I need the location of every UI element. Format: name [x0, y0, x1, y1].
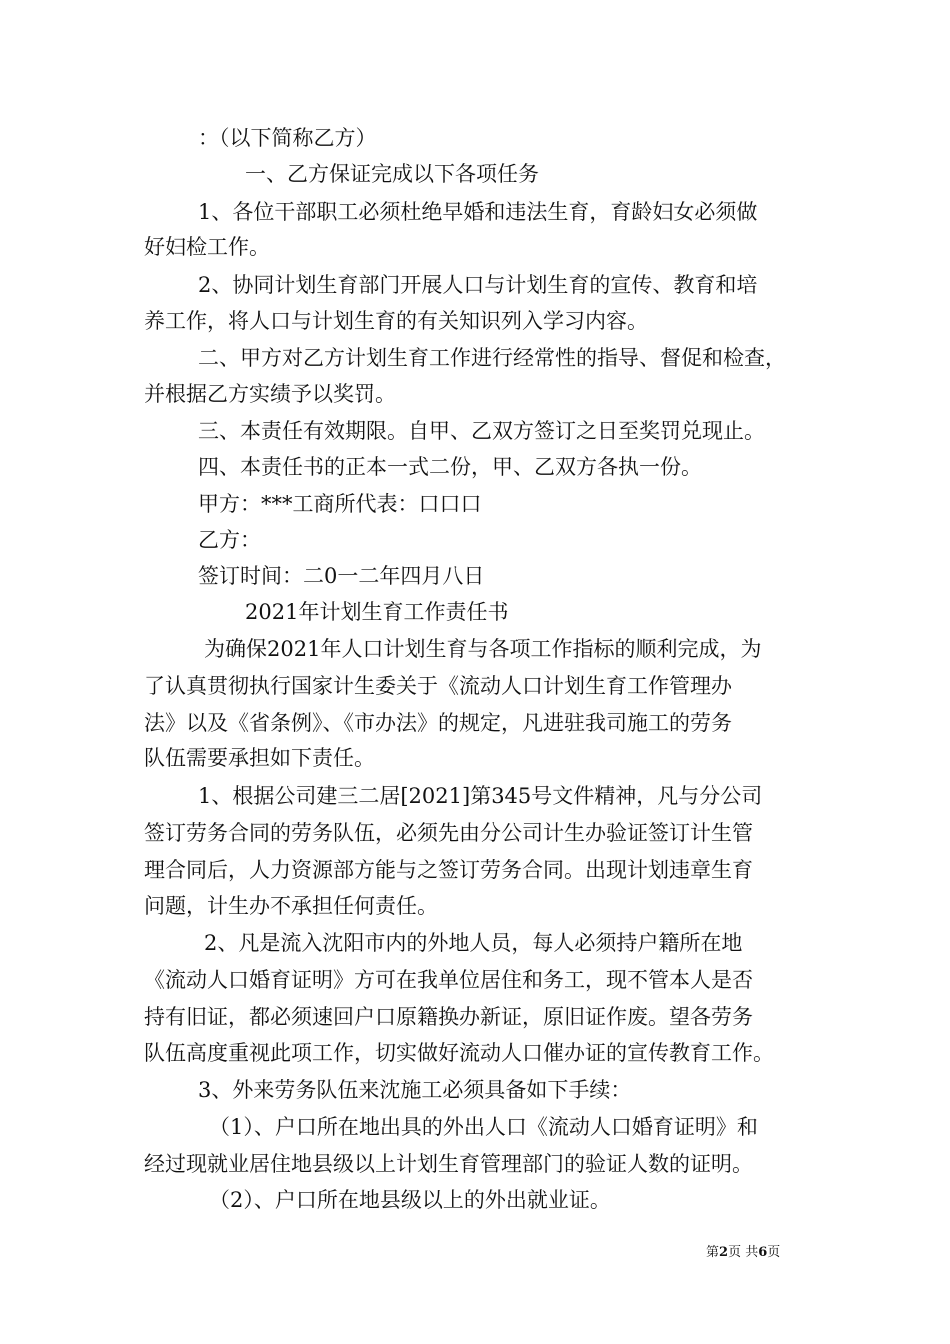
paragraph-line: 2、凡是流入沈阳市内的外地人员，每人必须持户籍所在地 — [204, 931, 743, 955]
page-footer — [706, 1244, 780, 1262]
paragraph-line: 了认真贯彻执行国家计生委关于《流动人口计划生育工作管理办 — [144, 674, 732, 698]
document-title: 2021年计划生育工作责任书 — [245, 600, 509, 624]
paragraph-line: 并根据乙方实绩予以奖罚。 — [144, 382, 396, 406]
paragraph-line: 好妇检工作。 — [144, 235, 270, 259]
footer-middle: 页 共 — [728, 1245, 759, 1260]
footer-prefix: 第 — [706, 1245, 720, 1260]
paragraph-line: （1）、户口所在地出具的外出人口《流动人口婚育证明》和 — [209, 1115, 758, 1139]
paragraph-line: 经过现就业居住地县级以上计划生育管理部门的验证人数的证明。 — [144, 1152, 753, 1176]
paragraph-line: 《流动人口婚育证明》方可在我单位居住和务工，现不管本人是否 — [144, 968, 753, 992]
paragraph-line: 四、本责任书的正本一式二份，甲、乙双方各执一份。 — [198, 455, 702, 479]
paragraph-line: 三、本责任有效期限。自甲、乙双方签订之日至奖罚兑现止。 — [198, 419, 765, 443]
paragraph-line: 1、各位干部职工必须杜绝早婚和违法生育，育龄妇女必须做 — [198, 200, 758, 224]
paragraph-line: 养工作，将人口与计划生育的有关知识列入学习内容。 — [144, 309, 648, 333]
paragraph-line: 法》以及《省条例》、《市办法》的规定，凡进驻我司施工的劳务 — [144, 711, 732, 735]
paragraph-line: 队伍需要承担如下责任。 — [144, 746, 375, 770]
paragraph-line: 2、协同计划生育部门开展人口与计划生育的宣传、教育和培 — [198, 273, 758, 297]
signing-date-line: 签订时间：二0一二年四月八日 — [198, 564, 485, 588]
paragraph-line: （2）、户口所在地县级以上的外出就业证。 — [209, 1188, 611, 1212]
paragraph-line: 问题，计生办不承担任何责任。 — [144, 894, 438, 918]
paragraph-line: 持有旧证，都必须速回户口原籍换办新证，原旧证作废。望各劳务 — [144, 1005, 753, 1029]
section-heading: 一、乙方保证完成以下各项任务 — [245, 162, 539, 186]
footer-suffix: 页 — [767, 1245, 781, 1260]
paragraph-line: 3、外来劳务队伍来沈施工必须具备如下手续： — [198, 1078, 632, 1102]
paragraph-line: ：（以下简称乙方） — [198, 126, 377, 150]
party-b-line: 乙方： — [198, 528, 261, 552]
current-page-number: 2 — [719, 1245, 729, 1260]
paragraph-line: 签订劳务合同的劳务队伍，必须先由分公司计生办验证签订计生管 — [144, 821, 753, 845]
paragraph-line: 二、甲方对乙方计划生育工作进行经常性的指导、督促和检查， — [198, 346, 786, 370]
party-a-line: 甲方：***工商所代表：口口口 — [198, 492, 482, 516]
total-page-count: 6 — [758, 1245, 768, 1260]
paragraph-line: 为确保2021年人口计划生育与各项工作指标的顺利完成，为 — [204, 637, 762, 661]
paragraph-line: 队伍高度重视此项工作，切实做好流动人口催办证的宣传教育工作。 — [144, 1041, 774, 1065]
paragraph-line: 理合同后，人力资源部方能与之签订劳务合同。出现计划违章生育 — [144, 858, 753, 882]
paragraph-line: 1、根据公司建三二居[2021]第345号文件精神，凡与分公司 — [198, 784, 763, 808]
